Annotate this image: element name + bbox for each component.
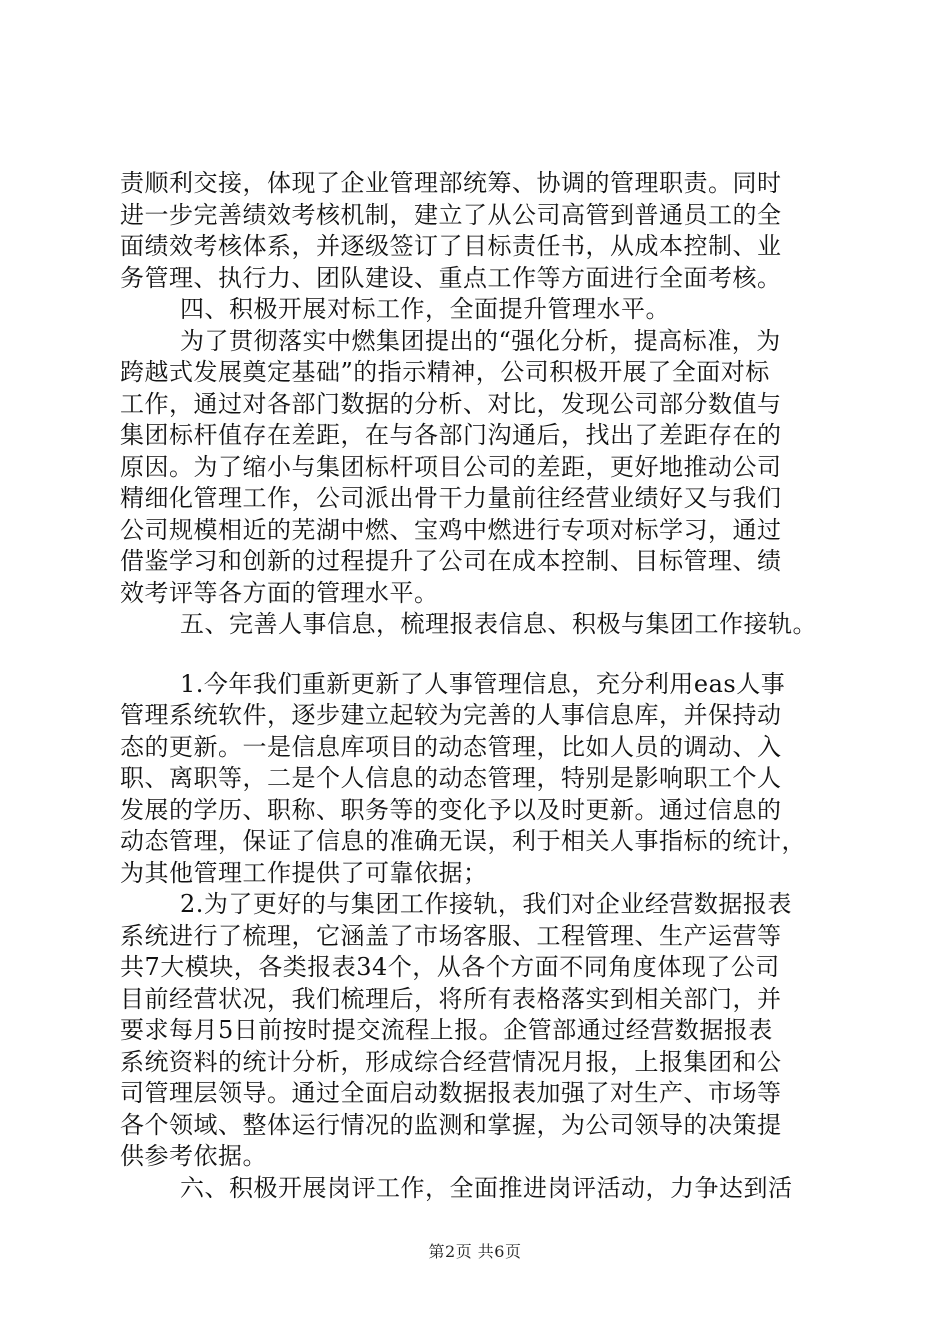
body-line: 原因。为了缩小与集团标杆项目公司的差距，更好地推动公司 xyxy=(120,452,782,481)
section-heading-4: 四、积极开展对标工作，全面提升管理水平。 xyxy=(180,295,670,323)
body-line: 务管理、执行力、团队建设、重点工作等方面进行全面考核。 xyxy=(120,263,782,292)
body-line: 职、离职等，二是个人信息的动态管理，特别是影响职工个人 xyxy=(120,764,782,792)
page-number: 第2页 共6页 xyxy=(428,1242,522,1261)
body-line: 目前经营状况，我们梳理后，将所有表格落实到相关部门，并 xyxy=(120,984,782,1013)
body-line: 跨越式发展奠定基础”的指示精神，公司积极开展了全面对标 xyxy=(120,358,770,386)
document-body xyxy=(120,168,840,1204)
body-line: 进一步完善绩效考核机制，建立了从公司高管到普通员工的全 xyxy=(120,200,782,229)
body-line: 系统进行了梳理，它涵盖了市场客服、工程管理、生产运营等 xyxy=(120,921,782,950)
section-heading-5: 五、完善人事信息，梳理报表信息、积极与集团工作接轨。 xyxy=(180,610,817,638)
body-line: 公司规模相近的芜湖中燃、宝鸡中燃进行专项对标学习，通过 xyxy=(120,515,782,544)
body-line: 为了贯彻落实中燃集团提出的“强化分析，提高标准，为 xyxy=(180,326,781,355)
body-line: 责顺利交接，体现了企业管理部统筹、协调的管理职责。同时 xyxy=(120,169,782,197)
body-line: 要求每月5日前按时提交流程上报。企管部通过经营数据报表 xyxy=(120,1016,773,1044)
body-line: 借鉴学习和创新的过程提升了公司在成本控制、目标管理、绩 xyxy=(120,547,782,575)
body-line: 共7大模块，各类报表34个，从各个方面不同角度体现了公司 xyxy=(120,953,780,981)
body-line: 管理系统软件，逐步建立起较为完善的人事信息库，并保持动 xyxy=(120,701,782,729)
body-line: 工作，通过对各部门数据的分析、对比，发现公司部分数值与 xyxy=(120,389,782,418)
body-line: 系统资料的统计分析，形成综合经营情况月报，上报集团和公 xyxy=(120,1047,782,1076)
body-line: 效考评等各方面的管理水平。 xyxy=(120,578,439,607)
paragraph-gap xyxy=(120,641,840,669)
body-line: 发展的学历、职称、职务等的变化予以及时更新。通过信息的 xyxy=(120,795,782,824)
body-line: 态的更新。一是信息库项目的动态管理，比如人员的调动、入 xyxy=(120,732,782,761)
body-line: 2.为了更好的与集团工作接轨，我们对企业经营数据报表 xyxy=(180,890,792,918)
body-line: 各个领域、整体运行情况的监测和掌握，为公司领导的决策提 xyxy=(120,1110,782,1139)
body-line: 面绩效考核体系，并逐级签订了目标责任书，从成本控制、业 xyxy=(120,232,782,260)
body-line: 动态管理，保证了信息的准确无误，利于相关人事指标的统计， xyxy=(120,827,806,855)
body-line: 集团标杆值存在差距，在与各部门沟通后，找出了差距存在的 xyxy=(120,421,782,449)
body-line: 精细化管理工作，公司派出骨干力量前往经营业绩好又与我们 xyxy=(120,484,782,512)
section-heading-6: 六、积极开展岗评工作，全面推进岗评活动，力争达到活 xyxy=(180,1173,793,1202)
body-line: 司管理层领导。通过全面启动数据报表加强了对生产、市场等 xyxy=(120,1079,782,1107)
body-line: 供参考依据。 xyxy=(120,1142,267,1170)
body-line: 1.今年我们重新更新了人事管理信息，充分利用eas人事 xyxy=(180,669,786,698)
body-line: 为其他管理工作提供了可靠依据； xyxy=(120,858,488,887)
